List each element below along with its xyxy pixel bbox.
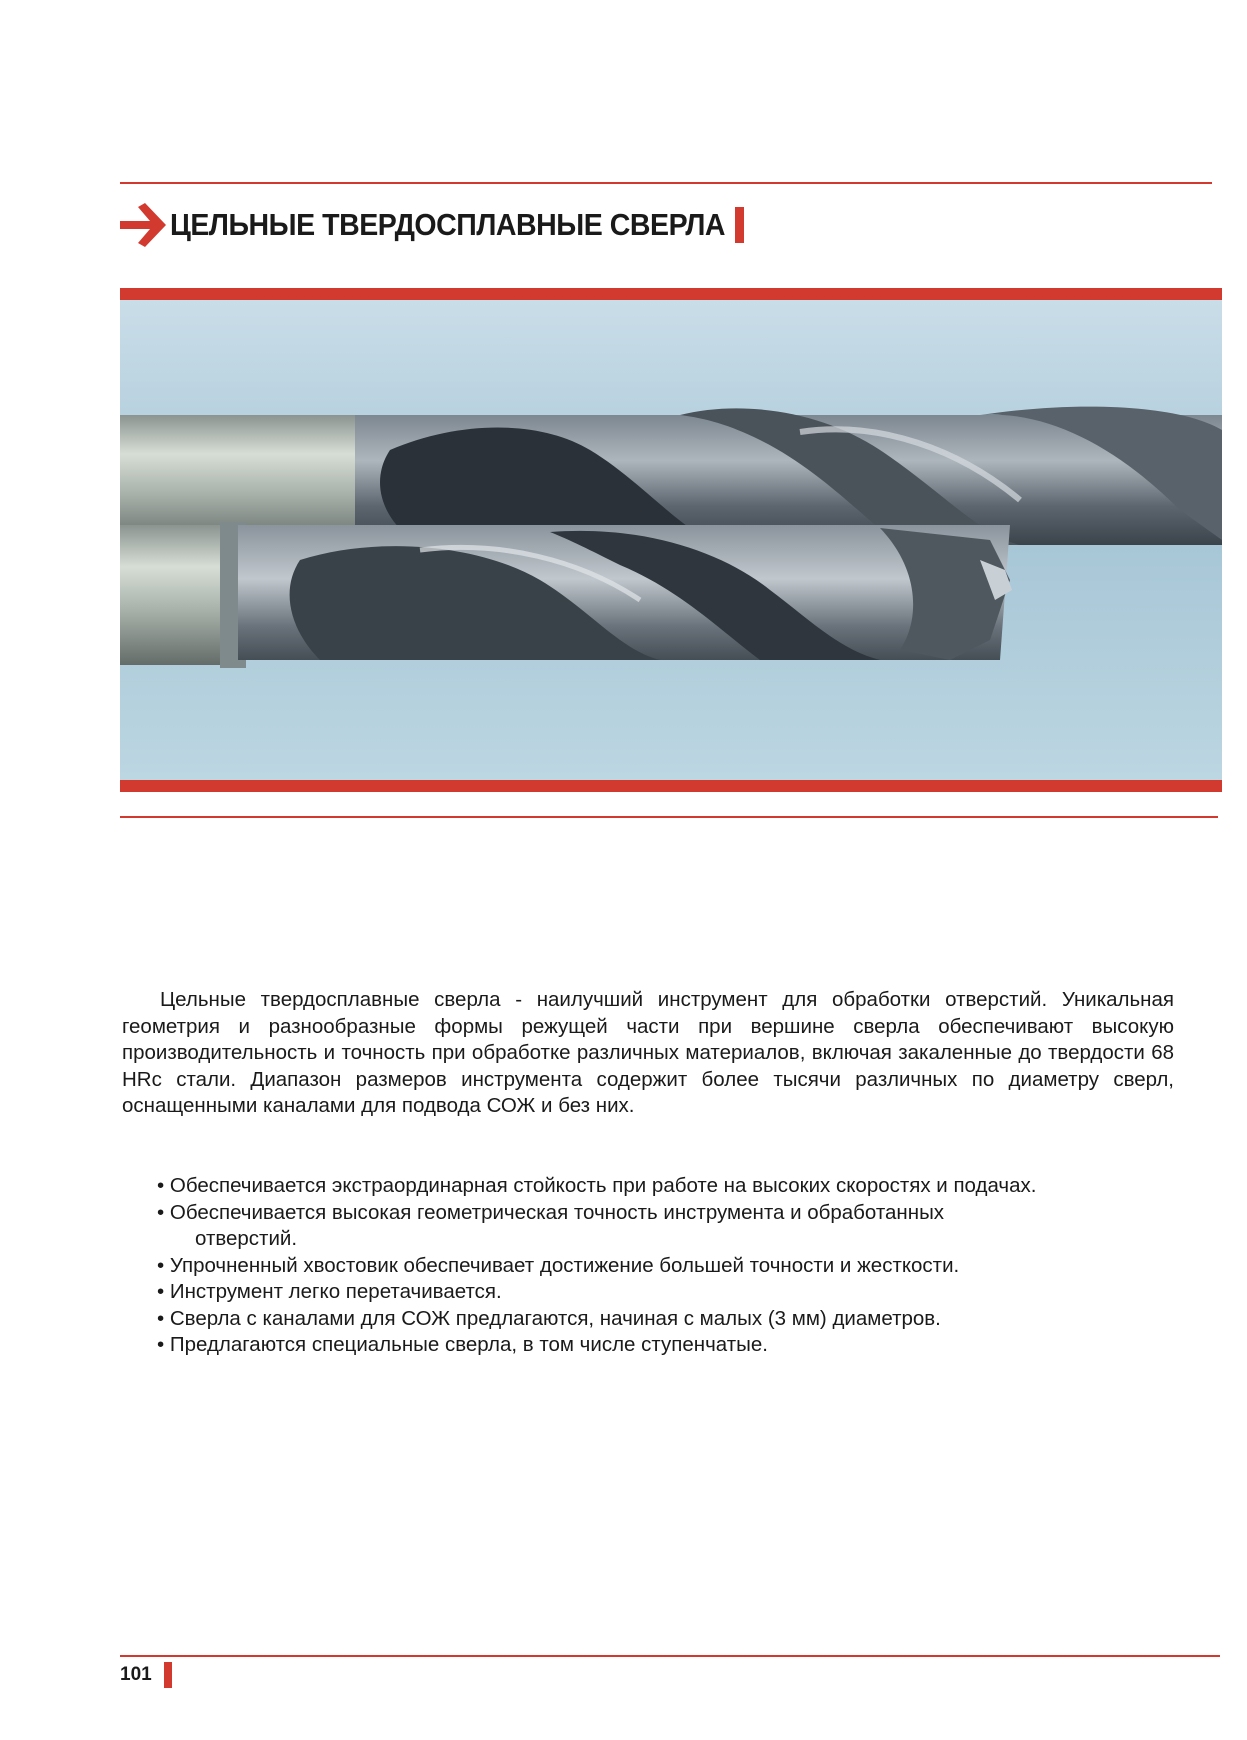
intro-paragraph: [122, 987, 1174, 1120]
photo-bottom-bar: [120, 780, 1222, 792]
page-title: ЦЕЛЬНЫЕ ТВЕРДОСПЛАВНЫЕ СВЕРЛА: [170, 207, 726, 242]
top-divider: [120, 182, 1212, 184]
list-item: • Упрочненный хвостовик обеспечивает достижение большей точности и жесткости.: [157, 1253, 960, 1277]
red-arrow-icon: [120, 200, 168, 250]
section-header: [120, 200, 744, 250]
bottom-divider: [120, 1655, 1220, 1657]
list-item: • Обеспечивается высокая геометрическая точность инструмента и обработанных отверстий.: [157, 1200, 945, 1250]
intro-text: Цельные твердосплавные сверла - наилучший инструмент для обработки отверстий. Уникальная геометрия и разнообразные формы режущей части при вершине сверла обеспечивают высокую производительность и точность при обработке различных материалов, включая закаленные до твердости 68 HRc стали. Диапазон размеров инструмента содержит более тысячи различных по диаметру сверл, оснащенными каналами для подвода СОЖ и без них.: [122, 988, 1174, 1117]
photo-top-bar: [120, 288, 1222, 300]
feature-list: [157, 1173, 1197, 1359]
page-number: 101: [120, 1664, 152, 1685]
list-item: • Сверла с каналами для СОЖ предлагаются, начиная с малых (3 мм) диаметров.: [157, 1306, 941, 1330]
list-item: • Предлагаются специальные сверла, в том числе ступенчатые.: [157, 1333, 768, 1356]
page-footer: [120, 1660, 172, 1690]
list-item: • Обеспечивается экстраординарная стойкость при работе на высоких скоростях и подачах.: [157, 1174, 1037, 1197]
list-item: • Инструмент легко перетачивается.: [157, 1280, 502, 1303]
title-accent-tab: [735, 207, 744, 243]
two-drill-bits-image: [120, 300, 1222, 780]
drill-photo: [120, 288, 1222, 792]
footer-accent-tab: [164, 1662, 172, 1688]
middle-divider: [120, 816, 1218, 818]
